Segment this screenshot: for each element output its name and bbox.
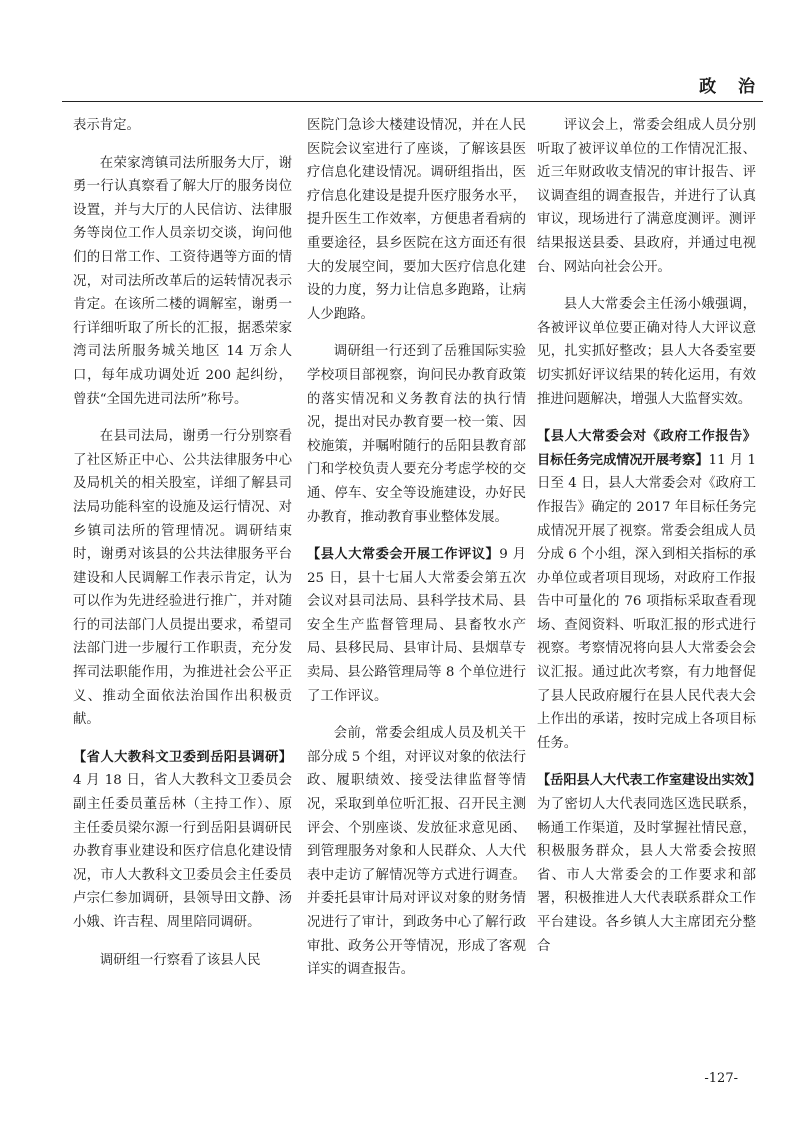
header-divider [62, 101, 763, 102]
paragraph: 县人大常委会主任汤小娥强调，各被评议单位要正确对待人大评议意见，扎实抓好整改；县人大各委室要切实抓好评议结果的转化运用，有效推进问题解决，增强人大监督实效。 [537, 297, 756, 407]
paragraph: 表示肯定。 [73, 118, 140, 133]
page-number: -127- [704, 1071, 738, 1086]
text-column-left [73, 114, 292, 972]
paragraph: 调研组一行还到了岳雅国际实验学校项目部视察，询问民办教育政策的落实情况和义务教育法的执行情况，提出对民办教育要一校一策、因校施策，并嘱咐随行的岳阳县教育部门和学校负责人要充分考虑学校的交通、停车、安全等设施建设，办好民办教育，推动教育事业整体发展。 [307, 344, 526, 525]
paragraph: 调研组一行察看了该县人民 [99, 952, 261, 968]
paragraph: 医院门急诊大楼建设情况，并在人民医院会议室进行了座谈，了解该县医疗信息化建设情况。调研组指出，医疗信息化建设是提升医疗服务水平，提升医生工作效率，方便患者看病的重要途径，县乡医院在这方面还有很大的发展空间，要加大医疗信息化建设的力度，努力让信息多跑路，让病人少跑路。 [307, 118, 526, 322]
section-heading: 【省人大教科文卫委到岳阳县调研】 [73, 749, 292, 765]
section-body: 11 月 1 日至 4 日，县人大常委会对《政府工作报告》确定的 2017 年目标任务完成情况开展了视察。常委会组成人员分成 6 个小组，深入到相关指标的承办单位或者项目现场，对政府工作报告中可量化的 76 项指标采取查看现场、查阅资料、听取汇报的形式进行视察。考察情况将向县人大常委会会议汇报。通过此次考察，有力地督促了县人民政府履行在县人民代表大会上作出的承诺，按时完成上各项目标任务。 [537, 452, 756, 751]
page-section-title: 政 治 [699, 77, 763, 97]
section-paragraph [537, 769, 762, 958]
paragraph: 会前，常委会组成人员及机关干部分成 5 个组，对评议对象的依法行政、履职绩效、接受法律监督等情况，采取到单位听汇报、召开民主测评会、个别座谈、发放征求意见函、到管理服务对象和人民群众、人大代表中走访了解情况等方式进行调查。并委托县审计局对评议对象的财务情况进行了审计，到政务中心了解行政审批、政务公开等情况，形成了客观详实的调查报告。 [307, 726, 526, 978]
section-body: 4 月 18 日，省人大教科文卫委员会副主任委员董岳林（主持工作）、原主任委员梁尔源一行到岳阳县调研民办教育事业建设和医疗信息化建设情况，市人大教科文卫委员会主任委员卢宗仁参加调研，县领导田文静、汤小娥、许吉程、周里陪同调研。 [73, 773, 292, 930]
section-heading: 【岳阳县人大代表工作室建设出实效】 [537, 773, 762, 789]
section-heading: 【县人大常委会开展工作评议】 [307, 547, 500, 563]
paragraph: 评议会上，常委会组成人员分别听取了被评议单位的工作情况汇报、近三年财政收支情况的审计报告、评议调查组的调查报告，并进行了认真审议，现场进行了满意度测评。测评结果报送县委、县政府，并通过电视台、网站向社会公开。 [537, 118, 756, 275]
section-body: 9 月 25 日，县十七届人大常委会第五次会议对县司法局、县科学技术局、县安全生产监督管理局、县畜牧水产局、县移民局、县审计局、县烟草专卖局、县公路管理局等 8 个单位进行了工作评议。 [307, 547, 526, 704]
section-heading: 【县人大常委会对《政府工作报告》目标任务完成情况开展考察】 [537, 429, 756, 468]
section-paragraph [307, 543, 526, 708]
paragraph: 在县司法局，谢勇一行分别察看了社区矫正中心、公共法律服务中心及局机关的相关股室，详细了解县司法局功能科室的设施及运行情况、对乡镇司法所的管理情况。调研结束时，谢勇对该县的公共法律服务平台建设和人民调解工作表示肯定，认为可以作为先进经验进行推广，并对随行的司法部门人员提出要求，希望司法部门进一步履行工作职责，充分发挥司法职能作用，为推进社会公平正义、推动全面依法治国作出积极贡献。 [73, 429, 292, 728]
paragraph: 在荣家湾镇司法所服务大厅，谢勇一行认真察看了解大厅的服务岗位设置，并与大厅的人民信访、法律服务等岗位工作人员亲切交谈，询问他们的日常工作、工资待遇等方面的情况，对司法所改革后的运转情况表示肯定。在该所二楼的调解室，谢勇一行详细听取了所长的汇报，据悉荣家湾司法所服务城关地区 14 万余人口，每年成功调处近 200 起纠纷，曾获“全国先进司法所”称号。 [73, 155, 292, 407]
text-column-middle [307, 114, 526, 982]
section-body: 为了密切人大代表同选区选民联系，畅通工作渠道，及时掌握社情民意，积极服务群众，县人大常委会按照省、市人大常委会的工作要求和部署，积极推进人大代表联系群众工作平台建设。各乡镇人大主席团充分整合 [537, 797, 756, 954]
section-paragraph [537, 425, 756, 755]
section-paragraph [73, 746, 292, 935]
text-column-right [537, 114, 762, 958]
